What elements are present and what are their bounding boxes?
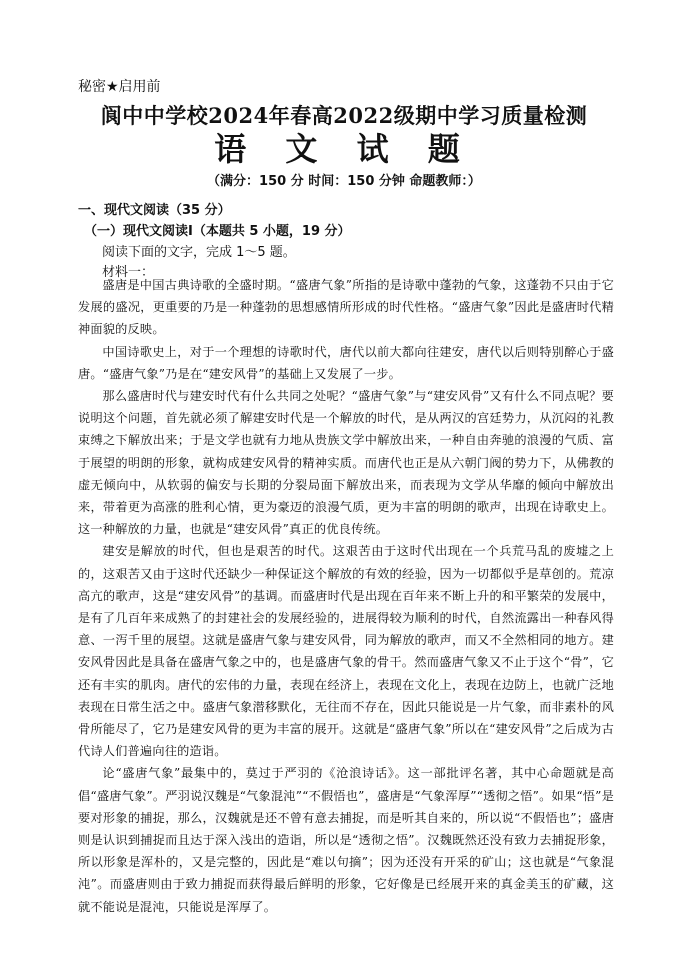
paragraph: 中国诗歌史上，对于一个理想的诗歌时代，唐代以前大都向往建安，唐代以后则特别醉心于盛唐。“盛唐气象”乃是在“建安风骨”的基础上又发展了一步。 [78, 344, 614, 381]
exam-title: 阆中中学校2024年春高2022级期中学习质量检测 [100, 103, 588, 128]
paragraph: 那么盛唐时代与建安时代有什么共同之处呢？“盛唐气象”与“建安风骨”又有什么不同点呢？要说明这个问题，首先就必须了解建安时代是一个解放的时代，是从两汉的宫廷势力，从沉闷的礼教束缚之下解放出来；于是文学也就有力地从贵族文学中解放出来，一种自由奔驰的浪漫的气质、富于展望的明朗的形象，就构成建安风骨的精神实质。而唐代也正是从六朝门阀的势力下，从佛教的虚无倾向中，从软弱的偏安与长期的分裂局面下解放出来，而表现为文学从华靡的倾向中解放出来，带着更为高涨的胜利心情，更为豪迈的浪漫气质，更为丰富的明朗的歌声，出现在诗歌史上。这一种解放的力量，也就是“建安风骨”真正的优良传统。 [78, 389, 614, 537]
paragraph: 建安是解放的时代，但也是艰苦的时代。这艰苦由于这时代出现在一个兵荒马乱的废墟之上的，这艰苦又由于这时代还缺少一种保证这个解放的有效的经验，因为一切都似乎是草创的。荒凉高亢的歌声，这是“建安风骨”的基调。而盛唐时代是出现在百年来不断上升的和平繁荣的发展中，是有了几百年来成熟了的封建社会的发展经验的，进展得较为顺利的时代，自然流露出一种春风得意、一泻千里的展望。这就是盛唐气象与建安风骨，同为解放的歌声，而又不全然相同的地方。建安风骨因此是具备在盛唐气象之中的，也是盛唐气象的骨干。然而盛唐气象又不止于这个“骨”，它还有丰实的肌肉。唐代的宏伟的力量，表现在经济上，表现在文化上，表现在边防上，也就广泛地表现在日常生活之中。盛唐气象潜移默化，无往而不存在，因此只能说是一片气象，而非素朴的风骨所能尽了，它乃是建安风骨的更为丰富的展开。这就是“盛唐气象”所以在“建安风骨”之后成为古代诗人们普遍向往的造诣。 [78, 544, 614, 759]
paragraph: 盛唐是中国古典诗歌的全盛时期。“盛唐气象”所指的是诗歌中蓬勃的气象，这蓬勃不只由于它发展的盛况，更重要的乃是一种蓬勃的思想感情所形成的时代性格。“盛唐气象”因此是盛唐时代精神面貌的反映。 [78, 278, 614, 337]
section-heading: 一、现代文阅读（35 分） [78, 203, 231, 218]
material-label: 材料一： [102, 265, 155, 280]
part-heading: （一）现代文阅读Ⅰ（本题共 5 小题，19 分） [84, 224, 351, 239]
instruction: 阅读下面的文字，完成 1～5 题。 [102, 245, 296, 260]
article-body [78, 274, 614, 918]
exam-meta: （满分：150 分 时间：150 分钟 命题教师：） [207, 174, 481, 189]
paragraph: 论“盛唐气象”最集中的，莫过于严羽的《沧浪诗话》。这一部批评名著，其中心命题就是高倡“盛唐气象”。严羽说汉魏是“气象混沌”“不假悟也”，盛唐是“气象浑厚”“透彻之悟”。如果“悟”是要对形象的捕捉，那么，汉魏就是还不曾有意去捕捉，而是听其自来的，所以说“不假悟也”；盛唐则是认识到捕捉而且达于深入浅出的造诣，所以是“透彻之悟”。汉魏既然还没有致力去捕捉形象，所以形象是浑朴的，又是完整的，因此是“难以句摘”；因为还没有开采的矿山；这也就是“气象混沌”。而盛唐则由于致力捕捉而获得最后鲜明的形象，它好像是已经展开来的真金美玉的矿藏，这就不能说是混沌，只能说是浑厚了。 [78, 766, 614, 914]
subject-title: 语 文 试 题 [214, 130, 474, 168]
secret-label: 秘密★启用前 [78, 79, 161, 95]
